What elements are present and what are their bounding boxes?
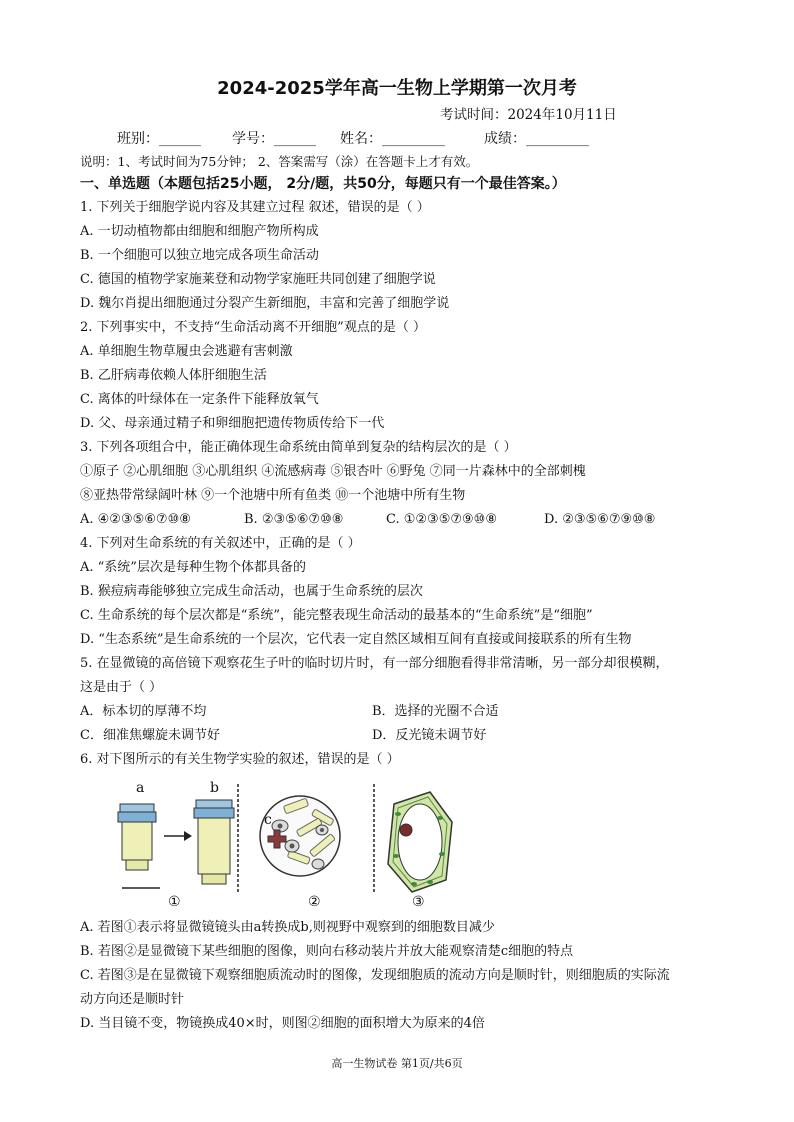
- question-2-option-c: C. 离体的叶绿体在一定条件下能释放氧气: [80, 392, 319, 407]
- question-3-option-c: C. ①②③⑤⑦⑨⑩⑧: [386, 512, 497, 527]
- question-6-stem: 6. 对下图所示的有关生物学实验的叙述，错误的是（ ）: [80, 752, 400, 767]
- question-6-option-b: B. 若图②是显微镜下某些细胞的图像，则向右移动装片并放大能观察清楚c细胞的特点: [80, 944, 574, 959]
- question-5-option-c: C．细准焦螺旋未调节好: [80, 728, 220, 743]
- objective-lens-a: [118, 804, 156, 870]
- question-6-option-a: A. 若图①表示将显微镜镜头由a转换成b,则视野中观察到的细胞数目减少: [80, 920, 495, 935]
- question-5-stem: 5. 在显微镜的高倍镜下观察花生子叶的临时切片时，有一部分细胞看得非常清晰，另一部分却很模糊，: [80, 656, 669, 671]
- section-heading: 一、单选题（本题包括25小题， 2分/题，共50分，每题只有一个最佳答案。）: [80, 176, 566, 192]
- question-4-stem: 4. 下列对生命系统的有关叙述中，正确的是（ ）: [80, 536, 361, 551]
- objective-lens-b: [194, 800, 234, 884]
- question-1-option-d: D. 魏尔肖提出细胞通过分裂产生新细胞，丰富和完善了细胞学说: [80, 296, 450, 311]
- question-5-stem-continued: 这是由于（ ）: [80, 680, 163, 695]
- figure-drawing: [112, 784, 412, 914]
- score-field: 成绩：_________: [484, 131, 589, 147]
- question-4-option-d: D. “生态系统”是生命系统的一个层次，它代表一定自然区域相互间有直接或间接联系的所有生物: [80, 632, 632, 647]
- page-title: 2024-2025学年高一生物上学期第一次月考: [217, 78, 577, 99]
- question-3-option-a: A. ④②③⑤⑥⑦⑩⑧: [80, 512, 191, 527]
- question-1-option-b: B. 一个细胞可以独立地完成各项生命活动: [80, 248, 319, 263]
- question-3-stem: 3. 下列各项组合中，能正确体现生命系统由简单到复杂的结构层次的是（ ）: [80, 440, 517, 455]
- question-5-option-d: D．反光镜未调节好: [372, 728, 487, 743]
- arrow-icon: [164, 831, 192, 841]
- question-6-option-c: C. 若图③是在显微镜下观察细胞质流动时的图像，发现细胞质的流动方向是顺时针，则细胞质的实际流: [80, 968, 670, 983]
- class-field: 班别：______: [117, 131, 201, 147]
- question-6-figure: [112, 780, 425, 914]
- question-3-option-d: D. ②③⑤⑥⑦⑨⑩⑧: [544, 512, 656, 527]
- question-2-option-d: D. 父、母亲通过精子和卵细胞把遗传物质传给下一代: [80, 416, 385, 431]
- question-5-option-b: B．选择的光圈不合适: [372, 704, 499, 719]
- instructions: 说明：1、考试时间为75分钟； 2、答案需写（涂）在答题卡上才有效。: [80, 154, 479, 169]
- exam-date: 考试时间：2024年10月11日: [440, 107, 617, 123]
- question-4-option-c: C. 生命系统的每个层次都是“系统”，能完整表现生命活动的最基本的“生命系统”是“细胞”: [80, 608, 593, 623]
- question-1-option-a: A. 一切动植物都由细胞和细胞产物所构成: [80, 224, 319, 239]
- question-1-stem: 1. 下列关于细胞学说内容及其建立过程 叙述，错误的是（ ）: [80, 200, 430, 215]
- question-1-option-c: C. 德国的植物学家施莱登和动物学家施旺共同创建了细胞学说: [80, 272, 436, 287]
- student-id-field: 学号：______: [232, 131, 316, 147]
- question-2-option-a: A. 单细胞生物草履虫会逃避有害刺激: [80, 344, 293, 359]
- figure-label-2: ②: [308, 894, 321, 910]
- question-6-option-c-continued: 动方向还是顺时针: [80, 992, 185, 1007]
- name-field: 姓名：_________: [340, 131, 445, 147]
- question-2-stem: 2. 下列事实中，不支持“生命活动离不开细胞”观点的是（ ）: [80, 320, 426, 335]
- page-footer: 高一生物试卷 第1页/共6页: [331, 1057, 463, 1070]
- question-2-option-b: B. 乙肝病毒依赖人体肝细胞生活: [80, 368, 267, 383]
- question-6-option-d: D. 当目镜不变，物镜换成40×时，则图②细胞的面积增大为原来的4倍: [80, 1016, 485, 1031]
- label-b: b: [210, 780, 219, 796]
- question-3-option-b: B. ②③⑤⑥⑦⑩⑧: [244, 512, 344, 527]
- question-3-items-2: ⑧亚热带常绿阔叶林 ⑨一个池塘中所有鱼类 ⑩一个池塘中所有生物: [80, 488, 466, 503]
- question-3-items-1: ①原子 ②心肌细胞 ③心肌组织 ④流感病毒 ⑤银杏叶 ⑥野兔 ⑦同一片森林中的全部刺槐: [80, 464, 586, 479]
- figure-label-3: ③: [412, 894, 425, 910]
- figure-label-1: ①: [168, 894, 181, 910]
- question-4-option-a: A. “系统”层次是每种生物个体都具备的: [80, 560, 306, 575]
- microscope-field-of-view: [260, 796, 340, 876]
- question-5-option-a: A．标本切的厚薄不均: [80, 704, 207, 719]
- question-4-option-b: B. 猴痘病毒能够独立完成生命活动，也属于生命系统的层次: [80, 584, 423, 599]
- label-c: c: [264, 812, 272, 828]
- plant-cell: [388, 792, 452, 892]
- label-a: a: [136, 780, 145, 796]
